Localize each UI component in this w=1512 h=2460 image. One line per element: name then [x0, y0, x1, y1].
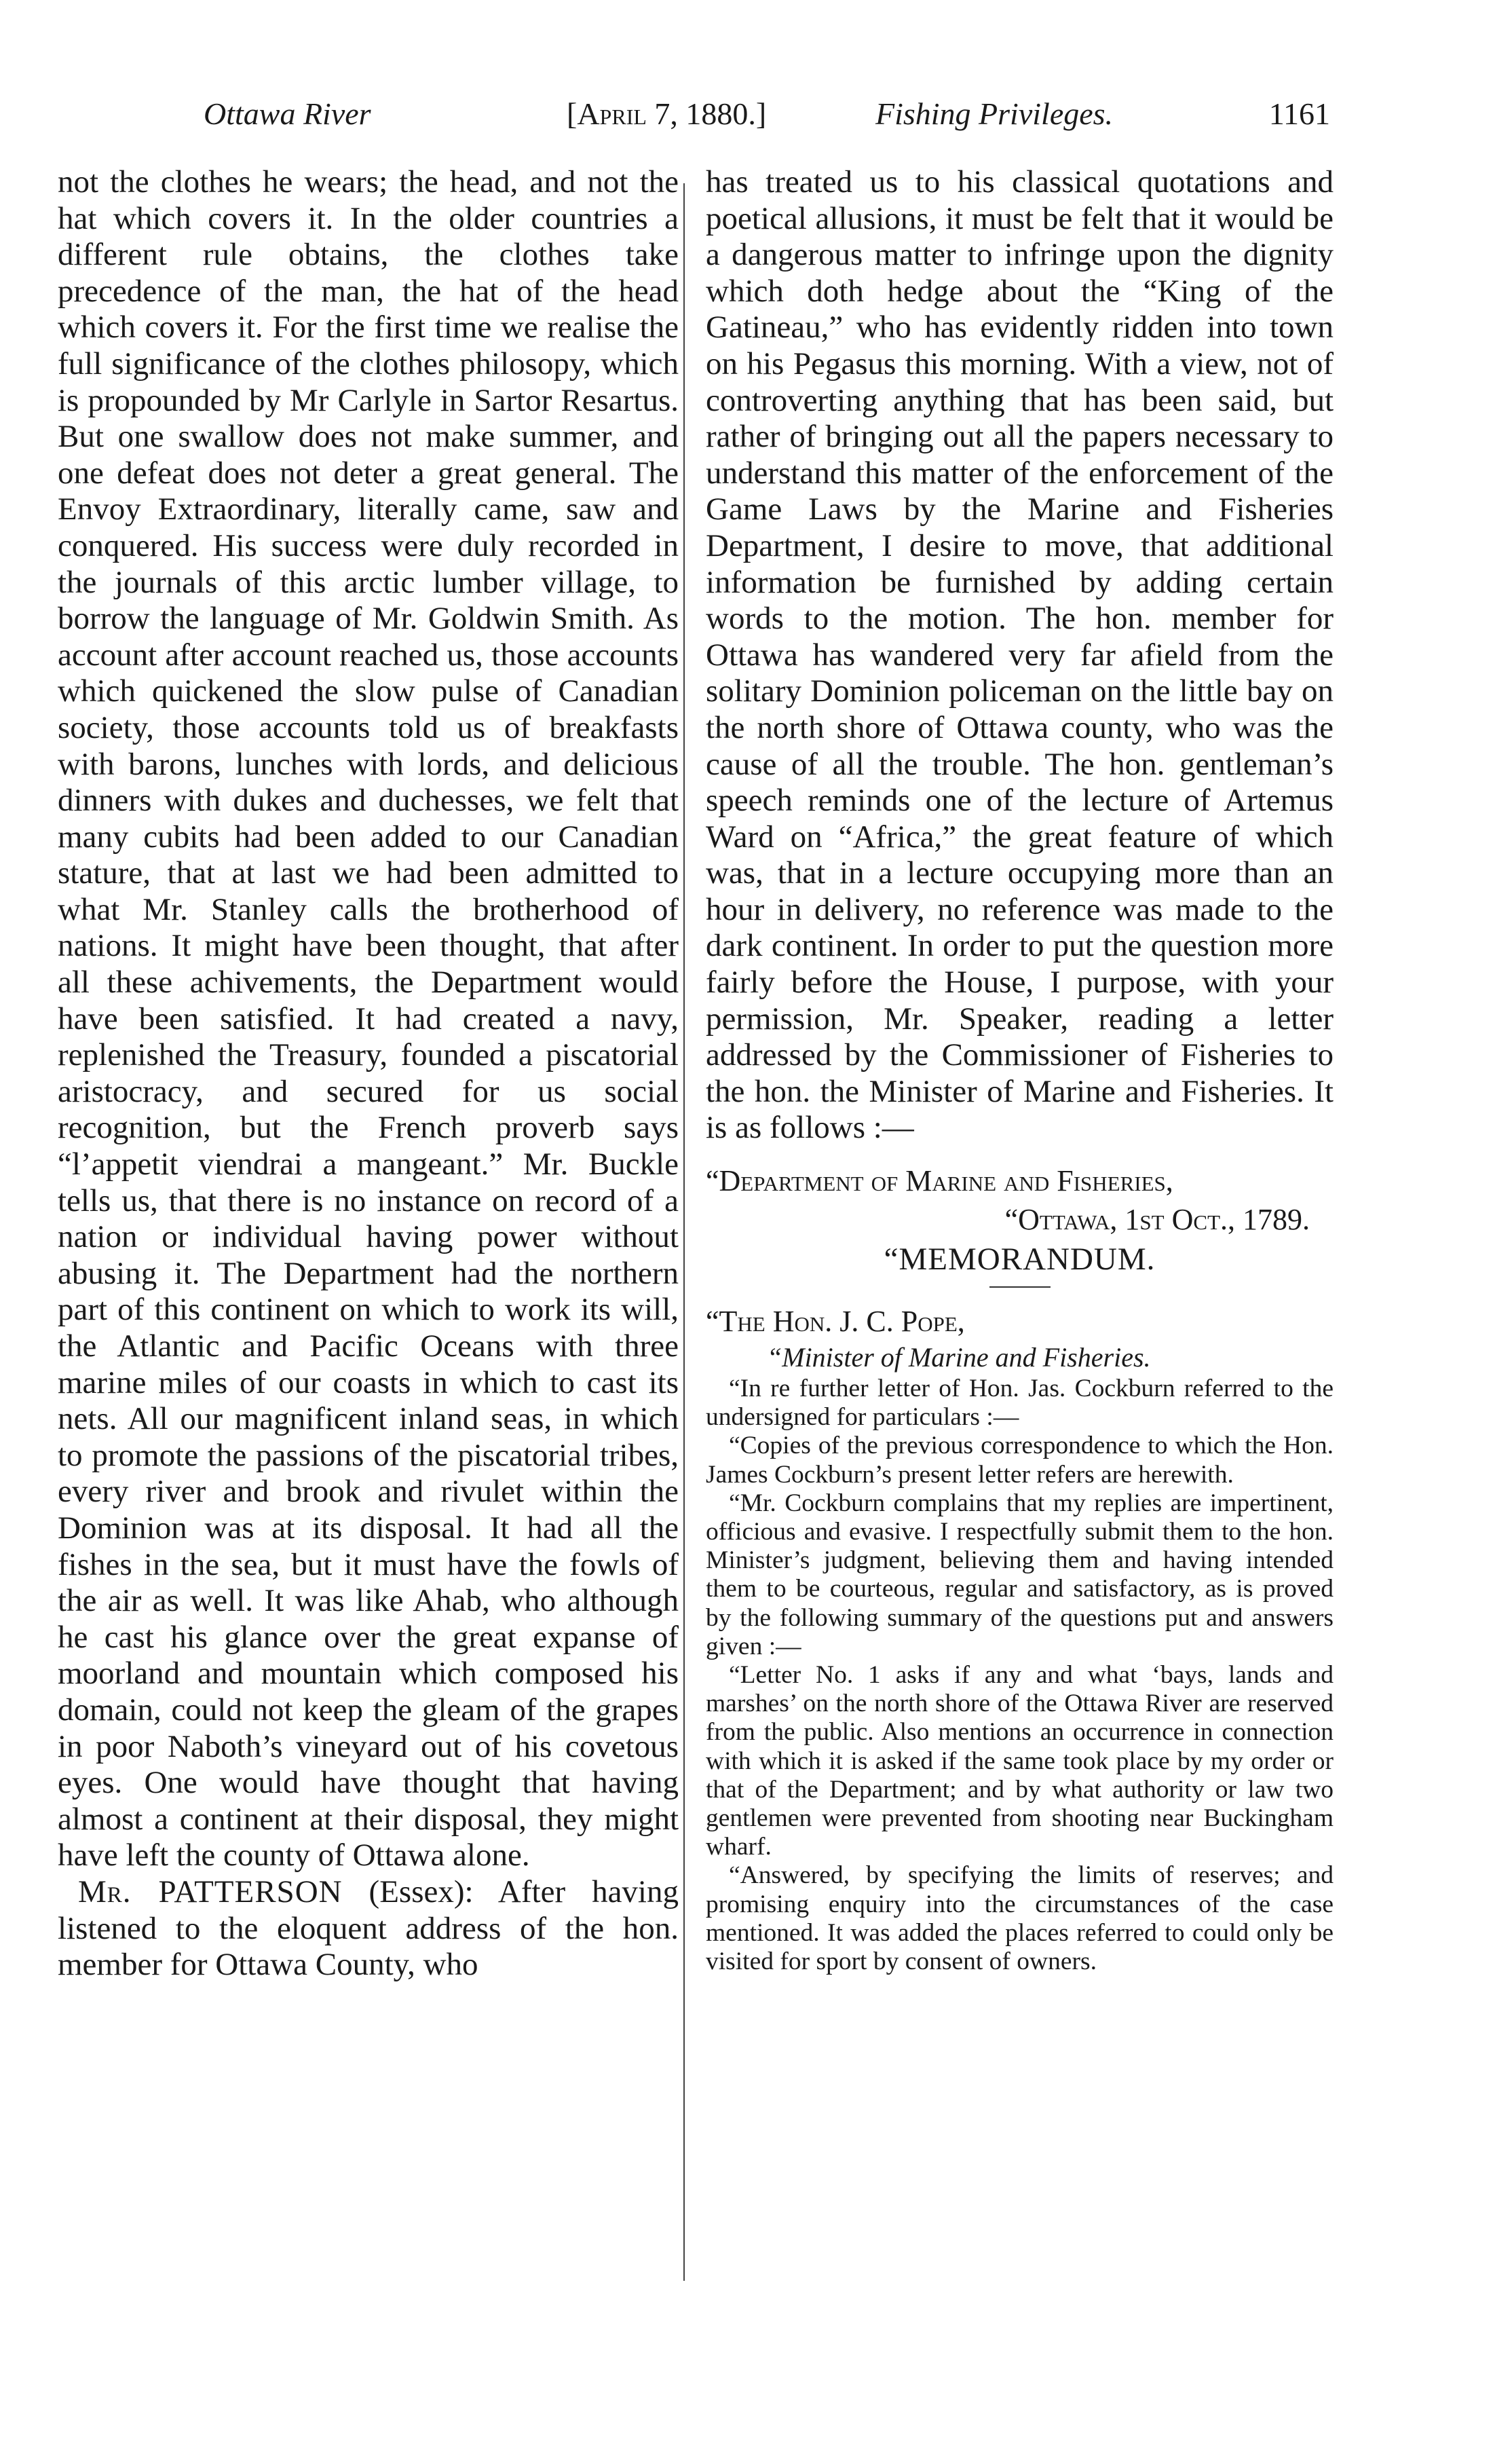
memo-paragraph-3: “Mr. Cockburn complains that my replies are impertinent, officious and evasive. I respectfully submit them to the hon. Minister’s judgment, believing them and having intended them to be courteous, regular and satisfactory, as is proved by the following summary of the questions put and answers given :— — [706, 1489, 1334, 1660]
speaker-text: (Essex): After having listened to the eloquent address of the hon. member for Ottawa County, who — [58, 1874, 679, 1983]
memo-paragraph-5: “Answered, by specifying the limits of reserves; and promising enquiry into the circumstances of the case mentioned. It was added the places referred to could only be visited for sport by consent of owners. — [706, 1861, 1334, 1976]
left-paragraph-1: not the clothes he wears; the head, and not the hat which covers it. In the older countries a different rule obtains, the clothes take precedence of the man, the hat of the head which covers it. For the first time we realise the full significance of the clothes philosopy, which is propounded by Mr Carlyle in Sartor Resartus. But one swallow does not make summer, and one defeat does not deter a great general. The Envoy Extraordinary, literally came, saw and conquered. His success were duly recorded in the journals of this arctic lumber village, to borrow the language of Mr. Goldwin Smith. As account after account reached us, those accounts which quickened the slow pulse of Canadian society, those accounts told us of breakfasts with barons, lunches with lords, and delicious dinners with dukes and duchesses, we felt that many cubits had been added to our Canadian stature, that at last we had been admitted to what Mr. Stanley calls the brotherhood of nations. It might have been thought, that after all these achivements, the Department would have been satisfied. It had created a navy, replenished the Treasury, founded a piscatorial aristocracy, and secured for us social recognition, but the French proverb says “l’appetit viendrai a mangeant.” Mr. Buckle tells us, that there is no instance on record of a nation or individual having power without abusing it. The Department had the northern part of this continent on which to work its will, the Atlantic and Pacific Oceans with three marine miles of our coasts in which to cast its nets. All our magnificent inland seas, in which to promote the passions of the piscatorial tribes, every river and brook and rivulet within the Dominion was at its disposal. It had all the fishes in the sea, but it must have the fowls of the air as well. It was like Ahab, who although he cast his glance over the great expanse of moorland and mountain which composed his domain, could not keep the gleam of the grapes in poor Naboth’s vineyard out of his covetous eyes. One would have thought that having almost a continent at their disposal, they might have left the county of Ottawa alone. — [58, 164, 679, 1874]
header-date-month: April — [577, 96, 647, 131]
header-date-rest: 7, 1880.] — [646, 96, 767, 131]
letter-department: “Department of Marine and Fisheries, — [706, 1164, 1173, 1198]
running-header — [204, 87, 1330, 141]
page-number: 1161 — [1268, 96, 1330, 131]
memo-addressee: “The Hon. J. C. Pope, — [706, 1305, 965, 1339]
header-topic: Fishing Privileges. — [875, 96, 1114, 131]
memo-addressee-title: “Minister of Marine and Fisheries. — [767, 1342, 1151, 1373]
memo-paragraph-2: “Copies of the previous correspondence to which the Hon. James Cockburn’s present letter refers are herewith. — [706, 1432, 1334, 1489]
memorandum-rule — [989, 1286, 1051, 1288]
memo-paragraph-1: “In re further letter of Hon. Jas. Cockburn referred to the undersigned for particulars :— — [706, 1375, 1334, 1432]
header-date-open: [ — [567, 96, 578, 131]
memorandum-title: “MEMORANDUM. — [884, 1242, 1156, 1278]
memo-paragraph-4: “Letter No. 1 asks if any and what ‘bays, lands and marshes’ on the north shore of the Ottawa River are reserved from the public. Also mentions an occurrence in connection with which it is asked if the same took place by my order or that of the Department; and by what authority or law two gentlemen were prevented from shooting near Buckingham wharf. — [706, 1661, 1334, 1861]
letter-place-date: “Ottawa, 1st Oct., 1789. — [1004, 1203, 1310, 1237]
column-divider — [683, 183, 685, 2281]
speaker-paragraph — [58, 1874, 679, 1983]
left-column — [58, 164, 679, 1983]
header-section-title: Ottawa River — [204, 96, 371, 131]
right-column — [706, 164, 1334, 1976]
right-paragraph-1: has treated us to his classical quotations and poetical allusions, it must be felt that it would be a dangerous matter to infringe upon the dignity which doth hedge about the “King of the Gatineau,” who has evidently ridden into town on his Pegasus this morning. With a view, not of controverting anything that has been said, but rather of bringing out all the papers necessary to understand this matter of the enforcement of the Game Laws by the Marine and Fisheries Department, I desire to move, that additional information be furnished by adding certain words to the motion. The hon. member for Ottawa has wandered very far afield from the solitary Dominion policeman on the little bay on the north shore of Ottawa county, who was the cause of all the trouble. The hon. gentleman’s speech reminds one of the lecture of Artemus Ward on “Africa,” the great feature of which was, that in a lecture occupying more than an hour in delivery, no reference was made to the dark continent. In order to put the question more fairly before the House, I purpose, with your permission, Mr. Speaker, reading a letter addressed by the Commissioner of Fisheries to the hon. the Minister of Marine and Fisheries. It is as follows :— — [706, 164, 1334, 1146]
speaker-name: Mr. PATTERSON — [78, 1874, 343, 1909]
header-date — [567, 87, 766, 141]
